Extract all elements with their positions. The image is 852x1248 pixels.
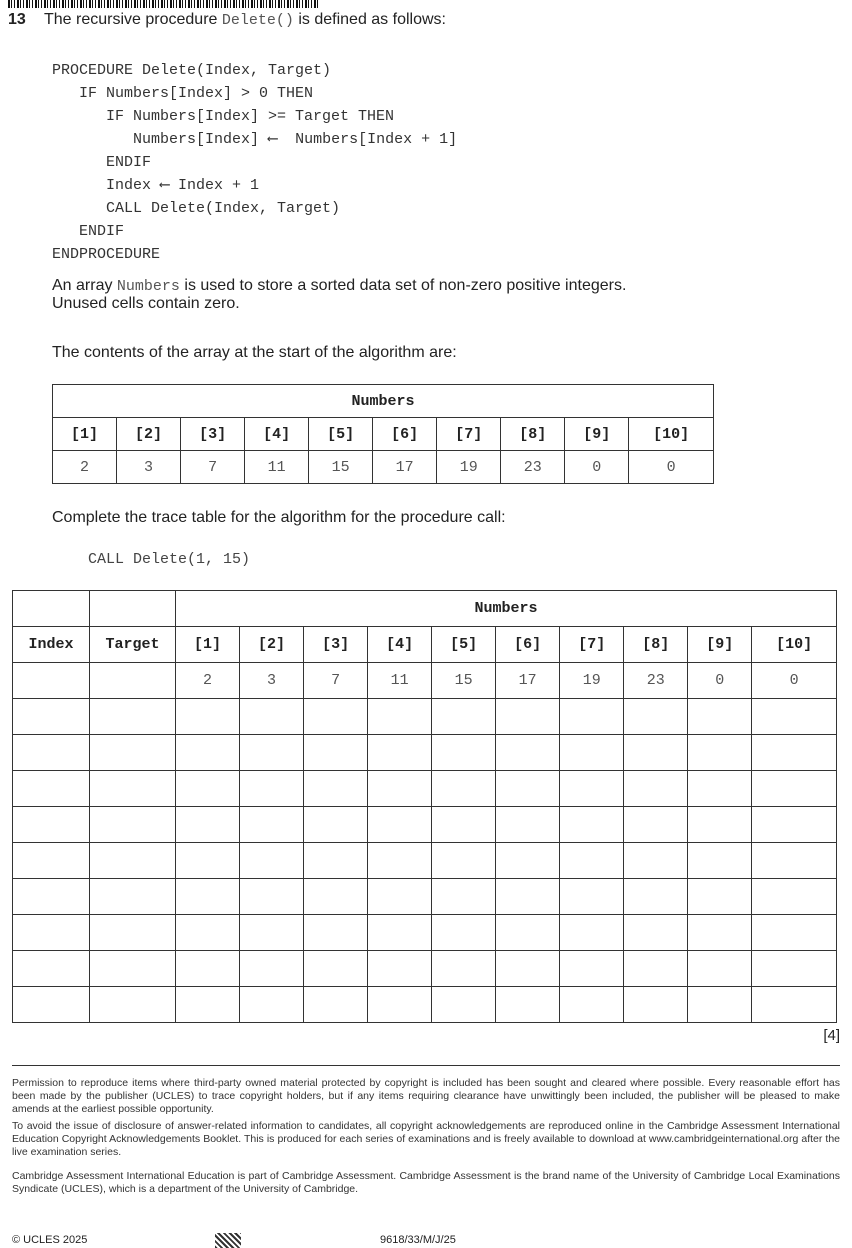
array-value: 11 — [245, 451, 309, 484]
trace-answer-row — [13, 807, 837, 843]
trace-initial-value: 3 — [240, 663, 304, 699]
trace-answer-row — [13, 879, 837, 915]
trace-index-cell[interactable] — [13, 663, 90, 699]
intro-text: The recursive procedure — [44, 11, 218, 28]
trace-header: [7] — [560, 627, 624, 663]
trace-answer-cell[interactable] — [240, 699, 304, 735]
array-table-title: Numbers — [53, 385, 714, 418]
trace-answer-cell[interactable] — [368, 879, 432, 915]
blank-header-cell — [90, 591, 176, 627]
trace-answer-cell[interactable] — [240, 879, 304, 915]
trace-group-title: Numbers — [176, 591, 837, 627]
array-value: 17 — [373, 451, 437, 484]
trace-answer-cell[interactable] — [496, 843, 560, 879]
trace-answer-cell[interactable] — [560, 771, 624, 807]
trace-answer-cell[interactable] — [496, 915, 560, 951]
trace-answer-cell[interactable] — [90, 771, 176, 807]
trace-answer-cell[interactable] — [624, 843, 688, 879]
trace-answer-cell[interactable] — [688, 699, 752, 735]
footer-paper-code: 9618/33/M/J/25 — [380, 1234, 456, 1246]
code-line: PROCEDURE Delete(Index, Target) — [52, 62, 332, 79]
footer-copyright: © UCLES 2025 — [12, 1234, 88, 1246]
para1-tail: is used to store a sorted data set of non-zero positive integers. — [184, 277, 627, 294]
trace-answer-row — [13, 699, 837, 735]
trace-answer-cell[interactable] — [688, 735, 752, 771]
trace-initial-value: 17 — [496, 663, 560, 699]
array-value: 19 — [437, 451, 501, 484]
trace-initial-value: 0 — [752, 663, 837, 699]
trace-answer-cell[interactable] — [752, 807, 837, 843]
code-line: Index ⟵ Index + 1 — [52, 177, 260, 194]
trace-answer-cell[interactable] — [560, 735, 624, 771]
unused-cells-note: Unused cells contain zero. — [52, 295, 240, 312]
trace-answer-cell[interactable] — [496, 735, 560, 771]
trace-answer-cell[interactable] — [90, 807, 176, 843]
trace-answer-row — [13, 915, 837, 951]
permission-notice: Permission to reproduce items where third-party owned material protected by copyright is included has been sought and cleared where possible. Every reasonable effort has been made by the publisher (UCLES) to trace copyright holders, but if any items requiring clearance have unwittingly been included, the publisher will be pleased to make amends at the earliest possible opportunity. — [12, 1077, 840, 1115]
trace-answer-cell[interactable] — [13, 843, 90, 879]
code-line: ENDPROCEDURE — [52, 246, 161, 263]
trace-answer-cell[interactable] — [432, 915, 496, 951]
trace-initial-value: 2 — [176, 663, 240, 699]
trace-answer-cell[interactable] — [90, 951, 176, 987]
trace-answer-cell[interactable] — [368, 735, 432, 771]
question-number: 13 — [8, 11, 26, 28]
trace-answer-cell[interactable] — [560, 987, 624, 1023]
array-header: [4] — [245, 418, 309, 451]
copyright-notice: To avoid the issue of disclosure of answer-related information to candidates, all copyright acknowledgements are reproduced online in the Cambridge Assessment International Education Copyright Acknowledgements Booklet. This is produced for each series of examinations and is freely available to download at www.cambridgeinternational.org after the live examination series. — [12, 1120, 840, 1158]
array-header: [7] — [437, 418, 501, 451]
trace-answer-row — [13, 987, 837, 1023]
trace-answer-row — [13, 771, 837, 807]
trace-answer-cell[interactable] — [752, 987, 837, 1023]
code-line: IF Numbers[Index] >= Target THEN — [52, 108, 395, 125]
trace-answer-cell[interactable] — [240, 987, 304, 1023]
trace-initial-value: 19 — [560, 663, 624, 699]
trace-answer-cell[interactable] — [176, 843, 240, 879]
divider — [12, 1065, 840, 1066]
trace-answer-cell[interactable] — [752, 843, 837, 879]
trace-answer-cell[interactable] — [752, 735, 837, 771]
trace-answer-cell[interactable] — [368, 771, 432, 807]
trace-answer-cell[interactable] — [90, 843, 176, 879]
trace-answer-cell[interactable] — [624, 699, 688, 735]
trace-answer-cell[interactable] — [240, 735, 304, 771]
intro-code: Delete() — [221, 12, 294, 29]
trace-answer-cell[interactable] — [13, 987, 90, 1023]
question-intro — [44, 11, 446, 29]
trace-answer-cell[interactable] — [176, 951, 240, 987]
trace-answer-cell[interactable] — [624, 951, 688, 987]
trace-answer-cell[interactable] — [496, 807, 560, 843]
trace-answer-cell[interactable] — [90, 987, 176, 1023]
trace-table — [12, 590, 837, 1023]
trace-answer-cell[interactable] — [13, 807, 90, 843]
array-value: 0 — [565, 451, 629, 484]
array-header: [10] — [629, 418, 714, 451]
trace-answer-cell[interactable] — [176, 735, 240, 771]
trace-answer-cell[interactable] — [560, 951, 624, 987]
trace-answer-cell[interactable] — [560, 807, 624, 843]
trace-answer-cell[interactable] — [13, 699, 90, 735]
array-value: 0 — [629, 451, 714, 484]
trace-col-index: Index — [13, 627, 90, 663]
trace-answer-cell[interactable] — [304, 807, 368, 843]
trace-header: [3] — [304, 627, 368, 663]
barcode — [8, 0, 320, 8]
trace-instruction: Complete the trace table for the algorithm for the procedure call: — [52, 509, 506, 526]
trace-answer-cell[interactable] — [624, 987, 688, 1023]
trace-answer-cell[interactable] — [13, 771, 90, 807]
trace-answer-cell[interactable] — [624, 735, 688, 771]
trace-answer-cell[interactable] — [176, 699, 240, 735]
trace-answer-cell[interactable] — [688, 843, 752, 879]
trace-answer-cell[interactable] — [90, 735, 176, 771]
trace-answer-cell[interactable] — [496, 879, 560, 915]
trace-answer-cell[interactable] — [304, 735, 368, 771]
trace-answer-cell[interactable] — [496, 951, 560, 987]
trace-answer-cell[interactable] — [752, 951, 837, 987]
pseudocode-block — [52, 59, 457, 266]
trace-answer-cell[interactable] — [176, 807, 240, 843]
trace-answer-cell[interactable] — [304, 951, 368, 987]
array-value: 2 — [53, 451, 117, 484]
trace-header: [4] — [368, 627, 432, 663]
trace-answer-cell[interactable] — [304, 843, 368, 879]
trace-answer-cell[interactable] — [90, 879, 176, 915]
trace-answer-cell[interactable] — [90, 915, 176, 951]
code-line: ENDIF — [52, 223, 125, 240]
trace-answer-cell[interactable] — [432, 951, 496, 987]
trace-answer-cell[interactable] — [624, 915, 688, 951]
trace-answer-row — [13, 735, 837, 771]
trace-answer-rows — [13, 699, 837, 1023]
trace-answer-cell[interactable] — [752, 879, 837, 915]
trace-answer-cell[interactable] — [368, 699, 432, 735]
para1-lead: An array — [52, 277, 113, 294]
trace-answer-cell[interactable] — [176, 879, 240, 915]
trace-initial-value: 7 — [304, 663, 368, 699]
array-contents-intro: The contents of the array at the start of the algorithm are: — [52, 344, 457, 361]
trace-answer-cell[interactable] — [624, 879, 688, 915]
array-value: 3 — [117, 451, 181, 484]
array-header: [6] — [373, 418, 437, 451]
trace-header: [9] — [688, 627, 752, 663]
trace-initial-value: 23 — [624, 663, 688, 699]
trace-answer-cell[interactable] — [560, 843, 624, 879]
trace-header: [2] — [240, 627, 304, 663]
trace-answer-cell[interactable] — [13, 915, 90, 951]
trace-col-target: Target — [90, 627, 176, 663]
trace-answer-cell[interactable] — [368, 843, 432, 879]
trace-answer-cell[interactable] — [688, 951, 752, 987]
trace-answer-cell[interactable] — [176, 915, 240, 951]
trace-header: [8] — [624, 627, 688, 663]
array-value: 15 — [309, 451, 373, 484]
trace-header: [10] — [752, 627, 837, 663]
trace-answer-cell[interactable] — [304, 987, 368, 1023]
trace-answer-cell[interactable] — [368, 807, 432, 843]
trace-answer-cell[interactable] — [560, 915, 624, 951]
para1-code: Numbers — [116, 278, 180, 295]
trace-answer-cell[interactable] — [240, 843, 304, 879]
trace-header: [5] — [432, 627, 496, 663]
array-header: [9] — [565, 418, 629, 451]
trace-answer-cell[interactable] — [13, 735, 90, 771]
intro-tail: is defined as follows: — [298, 11, 446, 28]
trace-header: [1] — [176, 627, 240, 663]
trace-initial-value: 11 — [368, 663, 432, 699]
trace-answer-row — [13, 951, 837, 987]
trace-answer-cell[interactable] — [368, 951, 432, 987]
trace-answer-cell[interactable] — [368, 915, 432, 951]
trace-answer-cell[interactable] — [752, 771, 837, 807]
trace-answer-cell[interactable] — [496, 771, 560, 807]
array-header: [1] — [53, 418, 117, 451]
blank-header-cell — [13, 591, 90, 627]
trace-answer-cell[interactable] — [240, 915, 304, 951]
trace-answer-cell[interactable] — [304, 879, 368, 915]
trace-answer-cell[interactable] — [624, 807, 688, 843]
code-line: CALL Delete(Index, Target) — [52, 200, 341, 217]
trace-answer-cell[interactable] — [432, 735, 496, 771]
trace-answer-cell[interactable] — [496, 699, 560, 735]
trace-answer-cell[interactable] — [304, 915, 368, 951]
trace-answer-cell[interactable] — [688, 807, 752, 843]
code-line: IF Numbers[Index] > 0 THEN — [52, 85, 314, 102]
trace-header: [6] — [496, 627, 560, 663]
trace-answer-cell[interactable] — [240, 807, 304, 843]
trace-answer-cell[interactable] — [432, 699, 496, 735]
array-header: [5] — [309, 418, 373, 451]
trace-target-cell[interactable] — [90, 663, 176, 699]
array-header: [3] — [181, 418, 245, 451]
trace-initial-value: 0 — [688, 663, 752, 699]
trace-answer-cell[interactable] — [432, 843, 496, 879]
trace-answer-cell[interactable] — [624, 771, 688, 807]
trace-answer-cell[interactable] — [560, 699, 624, 735]
code-line: Numbers[Index] ⟵ Numbers[Index + 1] — [52, 131, 458, 148]
trace-initial-value: 15 — [432, 663, 496, 699]
qr-code-icon — [215, 1233, 241, 1248]
trace-answer-cell[interactable] — [432, 879, 496, 915]
trace-answer-cell[interactable] — [688, 879, 752, 915]
trace-answer-cell[interactable] — [176, 987, 240, 1023]
trace-answer-cell[interactable] — [688, 987, 752, 1023]
procedure-call: CALL Delete(1, 15) — [88, 551, 251, 568]
trace-answer-cell[interactable] — [560, 879, 624, 915]
marks-label: [4] — [823, 1027, 840, 1044]
trace-answer-cell[interactable] — [432, 771, 496, 807]
trace-answer-cell[interactable] — [688, 915, 752, 951]
array-header: [2] — [117, 418, 181, 451]
code-line: ENDIF — [52, 154, 152, 171]
trace-answer-cell[interactable] — [240, 771, 304, 807]
trace-answer-cell[interactable] — [432, 987, 496, 1023]
trace-answer-cell[interactable] — [240, 951, 304, 987]
cambridge-notice: Cambridge Assessment International Education is part of Cambridge Assessment. Cambridge Assessment is the brand name of the University of Cambridge Local Examinations Syndicate (UCLES), which is a department of the University of Cambridge. — [12, 1170, 840, 1195]
trace-answer-cell[interactable] — [688, 771, 752, 807]
array-table — [52, 384, 714, 484]
trace-answer-cell[interactable] — [176, 771, 240, 807]
trace-answer-cell[interactable] — [304, 699, 368, 735]
trace-answer-cell[interactable] — [13, 951, 90, 987]
array-header: [8] — [501, 418, 565, 451]
trace-answer-cell[interactable] — [752, 915, 837, 951]
trace-answer-cell[interactable] — [496, 987, 560, 1023]
trace-answer-cell[interactable] — [752, 699, 837, 735]
trace-answer-cell[interactable] — [304, 771, 368, 807]
array-value: 23 — [501, 451, 565, 484]
trace-answer-cell[interactable] — [13, 879, 90, 915]
trace-answer-cell[interactable] — [368, 987, 432, 1023]
trace-answer-cell[interactable] — [90, 699, 176, 735]
trace-answer-row — [13, 843, 837, 879]
array-value: 7 — [181, 451, 245, 484]
trace-answer-cell[interactable] — [432, 807, 496, 843]
